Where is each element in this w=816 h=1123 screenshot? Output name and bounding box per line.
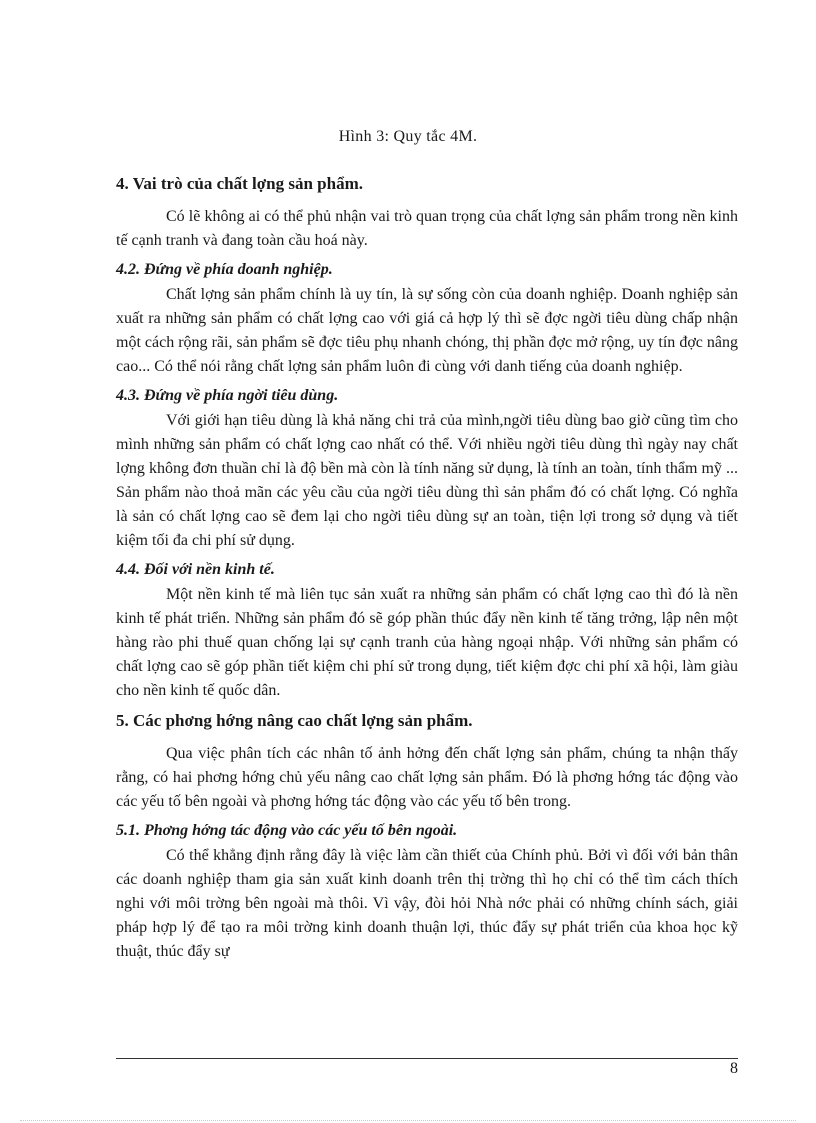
page-number: 8 bbox=[730, 1060, 738, 1077]
subsection-heading: 5.1. Phơng hớng tác động vào các yếu tố bên ngoài. bbox=[116, 822, 458, 839]
section-heading: 5. Các phơng hớng nâng cao chất lợng sản phẩm. bbox=[116, 711, 473, 730]
page-edge-dots bbox=[20, 1120, 796, 1121]
paragraph: Có lẽ không ai có thể phủ nhận vai trò quan trọng của chất lợng sản phẩm trong nền kinh tế cạnh tranh và đang toàn cầu hoá này. bbox=[116, 208, 738, 249]
paragraph: Với giới hạn tiêu dùng là khả năng chi trả của mình,ngời tiêu dùng bao giờ cũng tìm cho mình những sản phẩm có chất lợng cao nhất có thể. Với nhiều ngời tiêu dùng thì ngày nay chất lợng không đơn thuần chỉ là độ bền mà còn là tính năng sử dụng, là tính an toàn, tính thẩm mỹ ... Sản phẩm nào thoả mãn các yêu cầu của ngời tiêu dùng thì sản phẩm đó có chất lợng. Có nghĩa là sản có chất lợng cao sẽ đem lại cho ngời tiêu dùng sự an toàn, tiện lợi trong sở dụng và tiết kiệm tối đa chi phí sử dụng. bbox=[116, 412, 738, 549]
subsection-heading: 4.3. Đứng về phía ngời tiêu dùng. bbox=[116, 387, 339, 404]
subsection-heading: 4.2. Đứng về phía doanh nghiệp. bbox=[116, 261, 333, 278]
paragraph: Một nền kinh tế mà liên tục sản xuất ra những sản phẩm có chất lợng cao thì đó là nền kinh tế phát triển. Những sản phẩm đó sẽ góp phần thúc đẩy nền kinh tế tăng trởng, lập nên một hàng rào phi thuế quan chống lại sự cạnh tranh của hàng ngoại nhập. Với những sản phẩm có chất lợng cao sẽ góp phần tiết kiệm chi phí sử trong dụng, tiết kiệm đợc chi phí xã hội, làm giàu cho nền kinh tế quốc dân. bbox=[116, 586, 738, 699]
subsection-heading: 4.4. Đối với nền kinh tế. bbox=[116, 561, 275, 578]
footer-rule bbox=[116, 1058, 738, 1059]
figure-caption: Hình 3: Quy tắc 4M. bbox=[338, 128, 478, 145]
body-content bbox=[116, 172, 738, 970]
paragraph: Qua việc phân tích các nhân tố ảnh hởng đến chất lợng sản phẩm, chúng ta nhận thấy rằng, có hai phơng hớng chủ yếu nâng cao chất lợng sản phẩm. Đó là phơng hớng tác động vào các yếu tố bên ngoài và phơng hớng tác động vào các yếu tố bên trong. bbox=[116, 745, 738, 810]
paragraph: Chất lợng sản phẩm chính là uy tín, là sự sống còn của doanh nghiệp. Doanh nghiệp sản xuất ra những sản phẩm có chất lợng cao với giá cả hợp lý thì sẽ đợc ngời tiêu dùng chấp nhận một cách rộng rãi, sản phẩm sẽ đợc tiêu phụ nhanh chóng, thị phần đợc mở rộng, uy tín đợc nâng cao... Có thể nói rằng chất lợng sản phẩm luôn đi cùng với danh tiếng của doanh nghiệp. bbox=[116, 286, 738, 375]
paragraph: Có thể khẳng định rằng đây là việc làm cần thiết của Chính phủ. Bởi vì đối với bản thân các doanh nghiệp tham gia sản xuất kinh doanh trên thị trờng thì họ chỉ có thể tìm cách thích nghi với môi trờng bên ngoài mà thôi. Vì vậy, đòi hỏi Nhà nớc phải có những chính sách, giải pháp hợp lý để tạo ra môi trờng kinh doanh thuận lợi, thúc đẩy sự phát triển của khoa học kỹ thuật, thúc đẩy sự bbox=[116, 847, 738, 960]
section-heading: 4. Vai trò của chất lợng sản phẩm. bbox=[116, 174, 363, 193]
